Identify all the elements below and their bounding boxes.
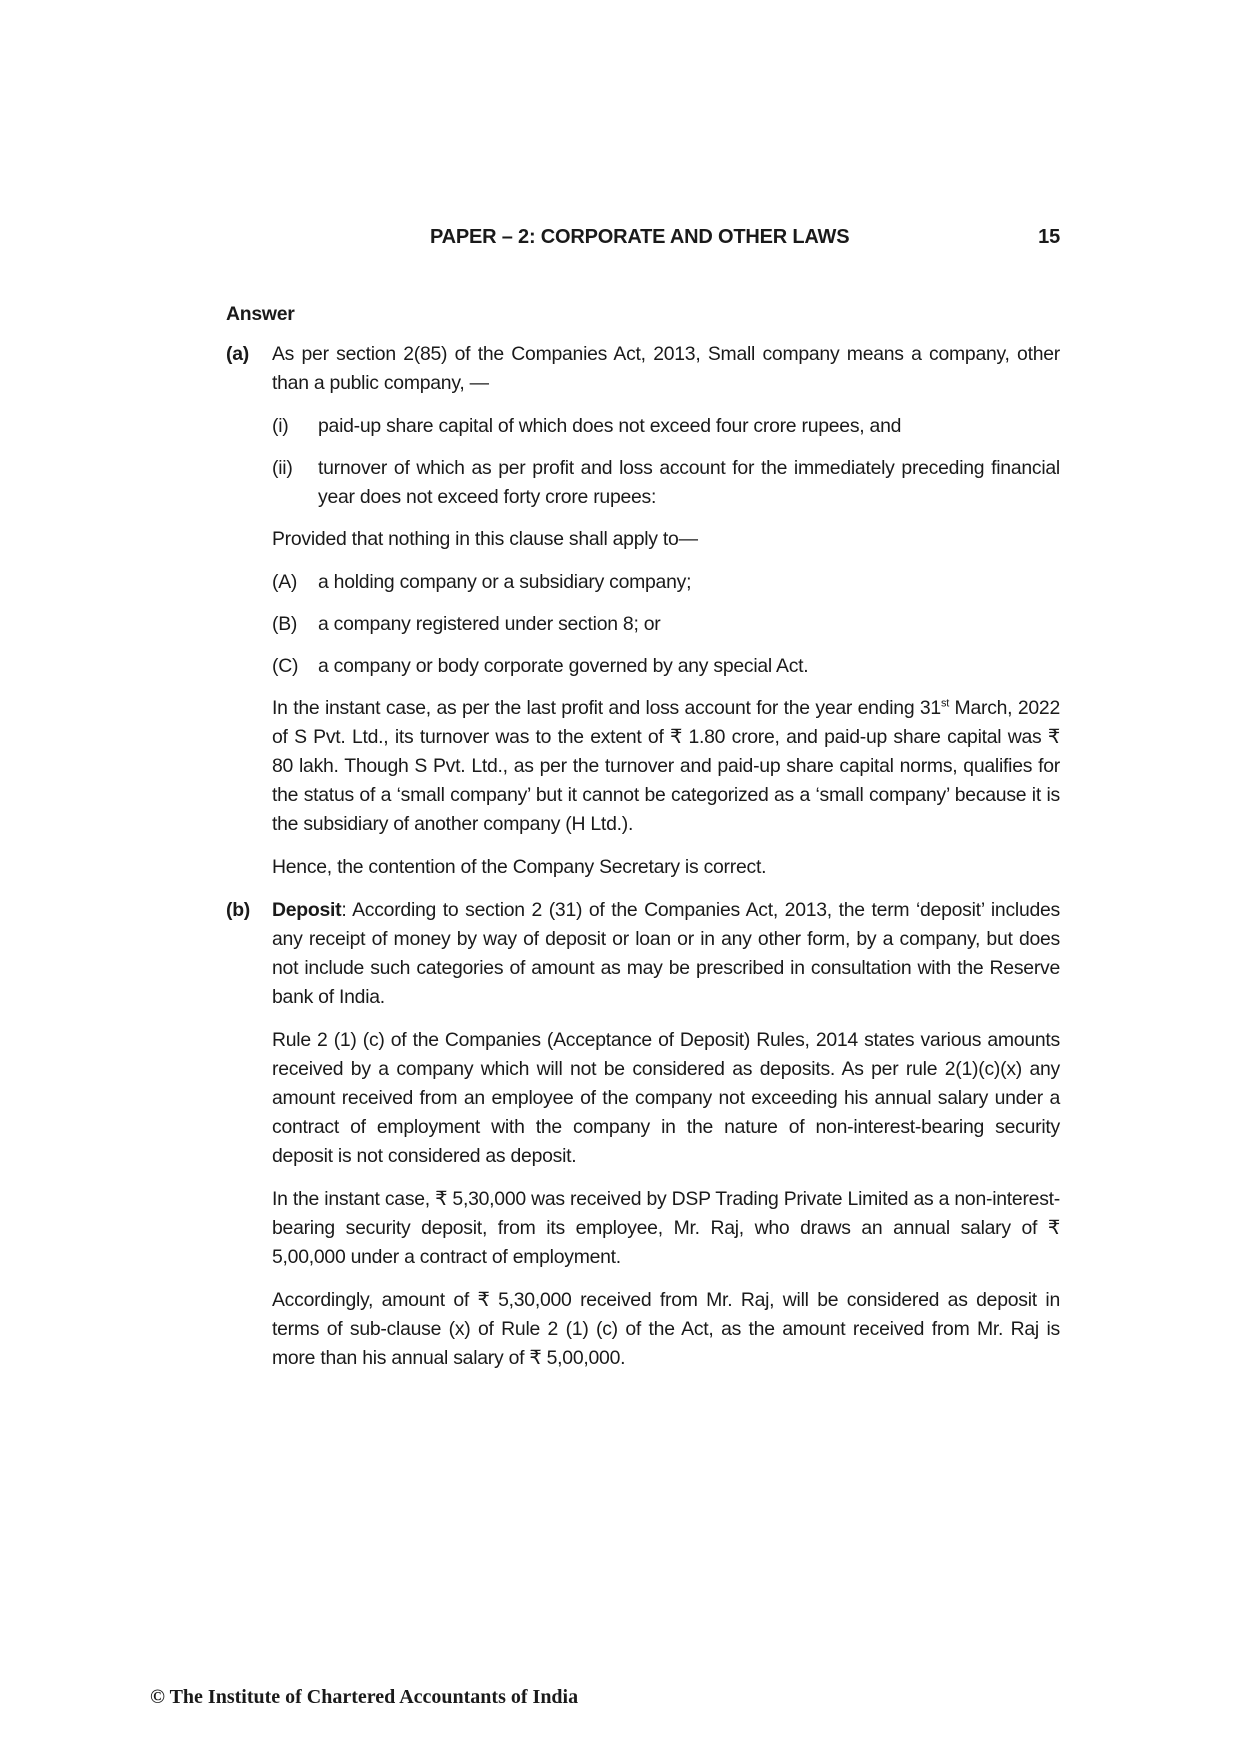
deposit-definition [272, 896, 1060, 1012]
condition-text: paid-up share capital of which does not exceed four crore rupees, and [318, 415, 902, 437]
case-paragraph: In the instant case, ₹ 5,30,000 was received by DSP Trading Private Limited as a non-interest-bearing security deposit, from its employee, Mr. Raj, who draws an annual salary of ₹ 5,00,000 under a contract of employment. [272, 1188, 1060, 1268]
case-text-start: In the instant case, as per the last profit and loss account for the year ending 31 [272, 697, 941, 719]
part-b [226, 896, 1060, 1373]
copyright-footer: © The Institute of Chartered Accountants of India [150, 1686, 579, 1708]
exclusion-label: (B) [272, 613, 298, 635]
exclusion-item [272, 610, 1060, 639]
answer-heading: Answer [226, 303, 295, 325]
answer-content [226, 300, 1060, 1387]
exclusion-item [272, 568, 1060, 597]
conclusion-text: Accordingly, amount of ₹ 5,30,000 received from Mr. Raj, will be considered as deposit in terms of sub-clause (x) of Rule 2 (1) (c) of the Act, as the amount received from Mr. Raj is more than his annual salary of ₹ 5,00,000. [272, 1289, 1060, 1369]
part-a-intro: As per section 2(85) of the Companies Act, 2013, Small company means a company, other than a public company, — [272, 343, 1060, 394]
conclusion-text: Hence, the contention of the Company Secretary is correct. [272, 856, 767, 878]
proviso-text: Provided that nothing in this clause shall apply to— [272, 528, 698, 550]
condition-label: (i) [272, 415, 289, 437]
part-a [226, 340, 1060, 882]
definition-text: : According to section 2 (31) of the Companies Act, 2013, the term ‘deposit’ includes any receipt of money by way of deposit or loan or in any other form, by a company, but does not include such categories of amount as may be prescribed in consultation with the Reserve bank of India. [272, 899, 1060, 1008]
condition-label: (ii) [272, 457, 293, 479]
condition-text: turnover of which as per profit and loss account for the immediately preceding financial year does not exceed forty crore rupees: [318, 457, 1060, 508]
exclusion-label: (C) [272, 655, 299, 677]
deposit-term: Deposit [272, 899, 342, 921]
exclusion-text: a holding company or a subsidiary company; [318, 571, 692, 593]
exclusion-text: a company or body corporate governed by any special Act. [318, 655, 809, 677]
part-a-label: (a) [226, 343, 249, 365]
case-paragraph [272, 694, 1060, 839]
part-b-label: (b) [226, 899, 251, 921]
exclusion-item [272, 652, 1060, 681]
exclusion-text: a company registered under section 8; or [318, 613, 661, 635]
condition-item [272, 454, 1060, 512]
ordinal-superscript: st [940, 697, 950, 710]
page-number: 15 [1038, 226, 1060, 248]
case-text-end: March, 2022 of S Pvt. Ltd., its turnover was to the extent of ₹ 1.80 crore, and paid-up share capital was ₹ 80 lakh. Though S Pvt. Ltd., as per the turnover and paid-up share capital norms, qualifies for the status of a ‘small company’ but it cannot be categorized as a ‘small company’ because it is the subsidiary of another company (H Ltd.). [272, 697, 1060, 835]
exclusion-label: (A) [272, 571, 298, 593]
rule-paragraph: Rule 2 (1) (c) of the Companies (Acceptance of Deposit) Rules, 2014 states various amounts received by a company which will not be considered as deposits. As per rule 2(1)(c)(x) any amount received from an employee of the company not exceeding his annual salary under a contract of employment with the company in the nature of non-interest-bearing security deposit is not considered as deposit. [272, 1029, 1060, 1167]
paper-title: PAPER – 2: CORPORATE AND OTHER LAWS [430, 226, 850, 248]
condition-item [272, 412, 1060, 441]
